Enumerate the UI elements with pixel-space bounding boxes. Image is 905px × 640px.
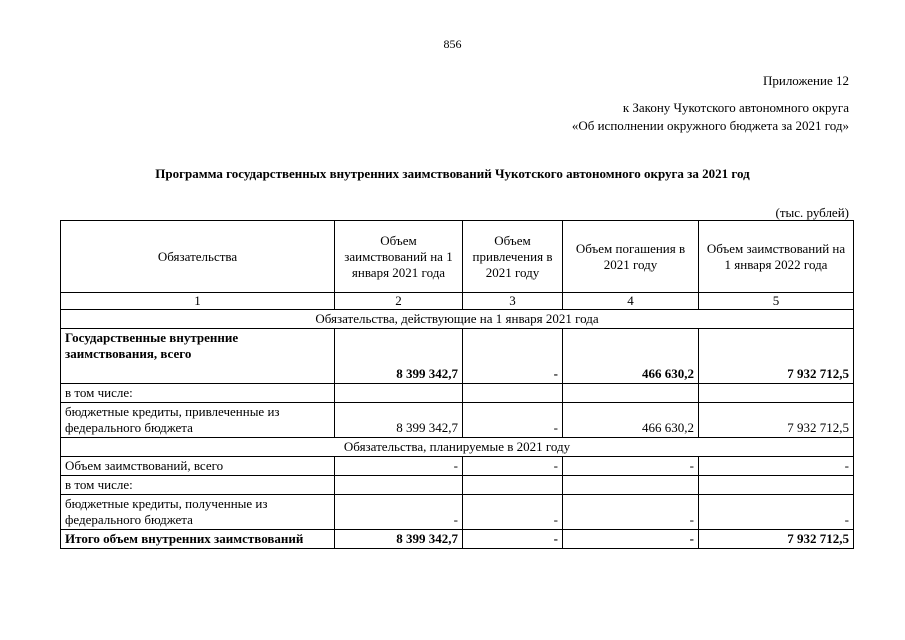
table-row	[61, 457, 854, 476]
table-row	[61, 403, 854, 438]
section-row	[61, 310, 854, 329]
cell-value: -	[335, 457, 463, 476]
row-label: Итого объем внутренних заимствований	[61, 530, 335, 549]
column-number: 5	[699, 293, 854, 310]
table-row	[61, 476, 854, 495]
cell-value: 466 630,2	[563, 403, 699, 438]
table-row	[61, 530, 854, 549]
cell-value: 7 932 712,5	[699, 530, 854, 549]
row-label: Объем заимствований, всего	[61, 457, 335, 476]
column-number: 4	[563, 293, 699, 310]
cell-value: 8 399 342,7	[335, 403, 463, 438]
cell-value	[563, 384, 699, 403]
cell-value: -	[463, 495, 563, 530]
cell-value: -	[563, 530, 699, 549]
column-number: 3	[463, 293, 563, 310]
column-header: Объем привлечения в 2021 году	[463, 221, 563, 293]
table-row	[61, 384, 854, 403]
cell-value: -	[699, 495, 854, 530]
cell-value: 466 630,2	[563, 329, 699, 384]
column-header: Объем заимствований на 1 января 2021 года	[335, 221, 463, 293]
page-number: 856	[443, 37, 462, 51]
cell-value: -	[463, 329, 563, 384]
row-label: Государственные внутренние заимствования, всего	[61, 329, 335, 384]
law-reference-line: к Закону Чукотского автономного округа	[622, 100, 849, 115]
row-label: в том числе:	[61, 384, 335, 403]
row-label: бюджетные кредиты, полученные из федерального бюджета	[61, 495, 335, 530]
cell-value: -	[335, 495, 463, 530]
row-label: в том числе:	[61, 476, 335, 495]
section-row	[61, 438, 854, 457]
cell-value	[335, 384, 463, 403]
cell-value: -	[563, 457, 699, 476]
column-header: Объем погашения в 2021 году	[563, 221, 699, 293]
row-label: бюджетные кредиты, привлеченные из федерального бюджета	[61, 403, 335, 438]
table-row	[61, 495, 854, 530]
units-label: (тыс. рублей)	[775, 205, 849, 220]
cell-value	[463, 476, 563, 495]
cell-value	[463, 384, 563, 403]
annex-label: Приложение 12	[762, 73, 849, 88]
cell-value	[699, 384, 854, 403]
cell-value	[335, 476, 463, 495]
cell-value	[563, 476, 699, 495]
section-heading: Обязательства, планируемые в 2021 году	[61, 438, 854, 457]
cell-value: -	[563, 495, 699, 530]
document-title: Программа государственных внутренних заимствований Чукотского автономного округа за 2021 год	[155, 166, 750, 181]
cell-value: 8 399 342,7	[335, 530, 463, 549]
cell-value: -	[463, 457, 563, 476]
table-row	[61, 329, 854, 384]
cell-value: -	[463, 530, 563, 549]
cell-value: 8 399 342,7	[335, 329, 463, 384]
cell-value	[699, 476, 854, 495]
section-heading: Обязательства, действующие на 1 января 2021 года	[61, 310, 854, 329]
cell-value: -	[463, 403, 563, 438]
law-reference	[572, 99, 849, 135]
table-header-row	[61, 221, 854, 293]
cell-value: -	[699, 457, 854, 476]
cell-value: 7 932 712,5	[699, 403, 854, 438]
column-header: Обязательства	[61, 221, 335, 293]
column-header: Объем заимствований на 1 января 2022 года	[699, 221, 854, 293]
cell-value: 7 932 712,5	[699, 329, 854, 384]
column-number: 1	[61, 293, 335, 310]
borrowing-program-table	[60, 220, 854, 549]
column-number-row	[61, 293, 854, 310]
law-reference-line: «Об исполнении окружного бюджета за 2021 год»	[571, 118, 849, 133]
column-number: 2	[335, 293, 463, 310]
